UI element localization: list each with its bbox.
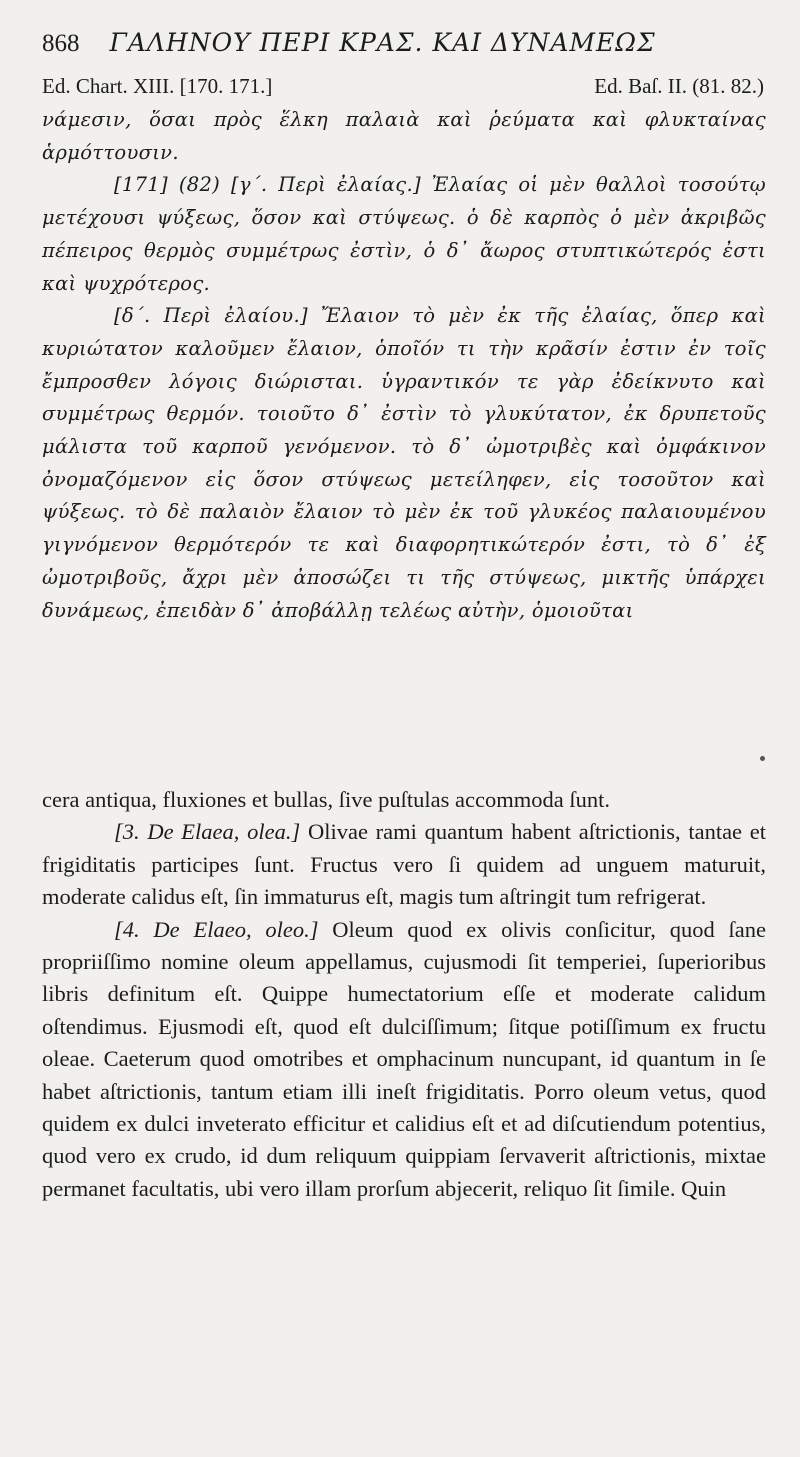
greek-paragraph: νάμεσιν, ὅσαι πρὸς ἕλκη παλαιὰ καὶ ῥεύματα καὶ φλυκταίνας ἁρμόττουσιν.	[42, 108, 766, 164]
greek-text-block	[42, 104, 766, 627]
greek-paragraph-olive: [171] (82) [γ΄. Περὶ ἐλαίας.] Ἐλαίας οἱ μὲν θαλλοὶ τοσούτῳ μετέχουσι ψύξεως, ὅσον καὶ στύψεως. ὁ δὲ καρπὸς ὁ μὲν ἀκριβῶς πέπειρος θερμὸς συμμέτρως ἐστὶν, ὁ δ᾽ ἄωρος στυπτικώτερός ἐστι καὶ ψυχρότερος.	[42, 173, 766, 295]
running-title: ΓΑΛΗΝΟΥ ΠΕΡΙ ΚΡΑΣ. ΚΑΙ ΔΥΝΑΜΕΩΣ	[109, 28, 656, 57]
greek-paragraph-oil: [δ΄. Περὶ ἐλαίου.] Ἔλαιον τὸ μὲν ἐκ τῆς ἐλαίας, ὅπερ καὶ κυριώτατον καλοῦμεν ἔλαιον, ὁποῖόν τι τὴν κρᾶσίν ἐστιν ἐν τοῖς ἔμπροσθεν λόγοις διώρισται. ὑγραντικόν τε γὰρ ἐδείκνυτο καὶ συμμέτρως θερμόν. τοιοῦτο δ᾽ ἐστὶν τὸ γλυκύτατον, ἐκ δρυπετοῦς μάλιστα τοῦ καρποῦ γενόμενον. τὸ δ᾽ ὠμοτριβὲς καὶ ὀμφάκινον ὀνομαζόμενον εἰς ὅσον στύψεως μετείληφεν, εἰς τοσοῦτον καὶ ψύξεως. τὸ δὲ παλαιὸν ἔλαιον τὸ μὲν ἐκ τοῦ γλυκέος παλαιουμένου γιγνόμενον θερμότερόν τε καὶ διαφορητικώτερόν ἐστι, τὸ δ᾽ ἐξ ὠμοτριβοῦς, ἄχρι μὲν ἀποσώζει τι τῆς στύψεως, μικτῆς ὑπάρχει δυνάμεως, ἐπειδὰν δ᾽ ἀποβάλλῃ τελέως αὐτὴν, ὁμοιοῦται	[42, 304, 766, 622]
latin-paragraph-oil	[42, 914, 766, 1206]
latin-oil-text: Oleum quod ex olivis conſicitur, quod ſane propriiſſimo nomine oleum appellamus, cujusmodi ſit temperiei, ſuperioribus libris definitum eſt. Quippe humectatorium eſſe et moderate calidum oſtendimus. Ejusmodi eſt, quod eſt dulciſſimum; ſitque potiſſimum ex fructu oleae. Caeterum quod omotribes et omphacinum nuncupant, id quantum in ſe habet aſtrictionis, tantum etiam illi ineſt frigiditatis. Porro oleum vetus, quod quidem ex dulci inveterato efficitur et calidius eſt et ad diſcutiendum potentius, quod vero ex crudo, id dum reliquum quippiam ſervaverit aſtrictionis, mixtae permanet facultatis, ubi vero illam prorſum abjecerit, reliquo ſit ſimile. Quin	[42, 916, 767, 1201]
latin-paragraph-olive	[42, 816, 766, 913]
latin-text-block	[42, 784, 766, 1205]
edition-basel-reference: Ed. Baſ. II. (81. 82.)	[594, 74, 764, 98]
latin-paragraph: cera antiqua, fluxiones et bullas, ſive puſtulas accommoda ſunt.	[42, 787, 610, 812]
section-heading-olive: [3. De Elaea, olea.]	[114, 819, 301, 845]
page-number: 868	[42, 30, 80, 57]
running-header	[42, 28, 762, 64]
edition-reference-line	[42, 74, 764, 104]
edition-chart-reference: Ed. Chart. XIII. [170. 171.]	[42, 74, 273, 98]
latin-olive-text: Olivae rami quantum habent aſtrictionis, tantae et frigiditatis participes ſunt. Fructus vero ſi quidem ad unguem maturuit, moderate calidus eſt, ſin immaturus eſt, magis tum aſtringit tum refrigerat.	[42, 819, 766, 910]
section-heading-oil: [4. De Elaeo, oleo.]	[114, 916, 319, 942]
print-mark	[760, 756, 765, 761]
